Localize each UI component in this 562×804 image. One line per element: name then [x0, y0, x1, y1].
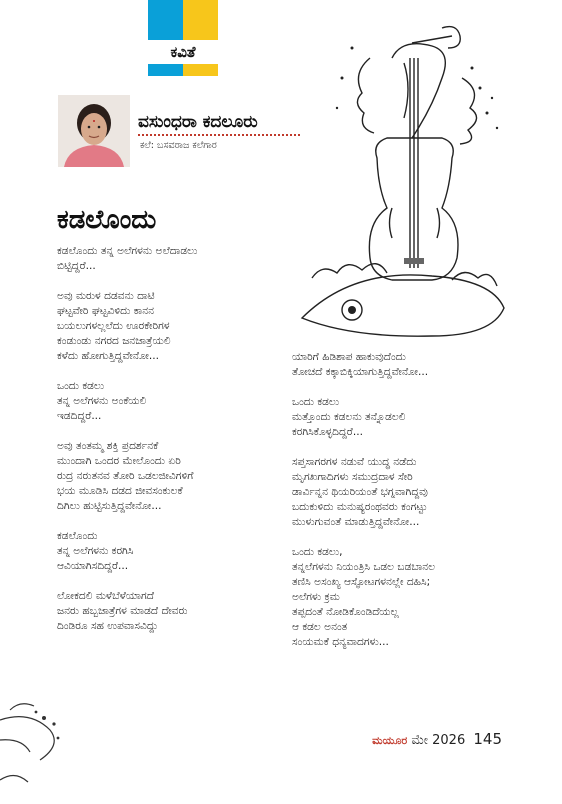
poem-line: ತನ್ನ ಅಲೆಗಳನು ಕರಗಿಸಿ [57, 545, 134, 557]
poem-line: ಬಯಲುಗಳಲ್ಲಲೆದು ಊರಕೇರಿಗಳ [57, 320, 170, 332]
stanza [57, 589, 287, 634]
poem-title: ಕಡಲೊಂದು [57, 205, 157, 235]
poem-line: ಬದುಕುಳಿದು ಮನುಷ್ಯರಂಥವರು ಕಂಗಟ್ಟು [292, 501, 428, 513]
section-label: ಕವಿತೆ [148, 40, 218, 64]
poem-line: ದಿಂಡಿರೂ ಸಹ ಉಪವಾಸವಿದ್ದು [57, 620, 159, 632]
poem-line: ಯಾರಿಗೆ ಹಿಡಿಶಾಪ ಹಾಕುವುದೆಂದು [292, 351, 406, 363]
poem-line: ಮತ್ತೊಂದು ಕಡಲನು ತನ್ನೊಡಲಲಿ [292, 411, 406, 423]
poem-line: ಕಳೆದು ಹೋಗುತ್ತಿದ್ದವೇನೋ... [57, 350, 160, 362]
poem-line: ತನ್ನ ಅಲೆಗಳನು ಅಂಕೆಯಲಿ [57, 395, 147, 407]
poem-line: ಘಟ್ಟವೇರಿ ಘಟ್ಟವಿಳಿದು ಕಾನನ [57, 305, 154, 317]
poem-line: ತಪ್ಪದಂತೆ ನೋಡಿಕೊಂಡಿದೆಯಲ್ಲ [292, 606, 399, 618]
poem-right-column [292, 350, 532, 665]
author-underline [138, 134, 300, 136]
section-tab [148, 0, 218, 78]
stanza [57, 379, 287, 424]
stanza [292, 545, 532, 650]
poem-line: ತೋಚದೆ ಕಕ್ಕಾಬಿಕ್ಕಿಯಾಗುತ್ತಿದ್ದವೇನೋ... [292, 366, 429, 378]
poem-line: ದಿಗಿಲು ಹುಟ್ಟಿಸುತ್ತಿದ್ದವೇನೋ... [57, 500, 162, 512]
poem-left-column [57, 244, 287, 649]
poem-line: ಸಪ್ತಸಾಗರಗಳ ನಡುವೆ ಯುದ್ಧ ನಡೆದು [292, 456, 417, 468]
stanza [57, 529, 287, 574]
poem-line: ಕಂಡುಂಡು ನಗರದ ಜನಜಾತ್ರೆಯಲಿ [57, 335, 171, 347]
author-photo [58, 95, 130, 167]
poem-line: ಅವು ತಂತಮ್ಮ ಶಕ್ತಿ ಪ್ರದರ್ಶನಕೆ [57, 440, 159, 452]
poem-line: ತಣಿಸಿ ಅಸಂಖ್ಯ ಆಸ್ಫೋಟಗಳನಲ್ಲೇ ದಹಿಸಿ; [292, 576, 431, 588]
poem-line: ಒಂದು ಕಡಲು [292, 396, 340, 408]
issue-date: ಮೇ 2026 [411, 733, 466, 748]
poem-line: ರುದ್ರ ನರುತನವ ತೋರಿ ಒಡಲಜೀವಿಗಳಿಗೆ [57, 470, 194, 482]
poem-line: ಮುಳುಗುವಂತೆ ಮಾಡುತ್ತಿದ್ದವೇನೋ... [292, 516, 420, 528]
poem-line: ಲೋಕದಲಿ ಮಳೆಬೆಳೆಯಾಗದೆ [57, 590, 154, 602]
violin-illustration [292, 18, 514, 340]
poem-line: ಸಂಯಮಕೆ ಧನ್ಯವಾದಗಳು... [292, 636, 389, 648]
poem-line: ಜನರು ಹಬ್ಬಜಾತ್ರೆಗಳ ಮಾಡದೆ ದೇವರು [57, 605, 188, 617]
poem-line: ತನ್ನಲೆಗಳನು ನಿಯಂತ್ರಿಸಿ ಒಡಲ ಬಡಬಾನಲ [292, 561, 436, 573]
poem-line: ಆ ಕಡಲ ಅನಂತ [292, 621, 348, 633]
poem-line: ಮೃಗಖಗಾದಿಗಳು ಸಮುದ್ರದಾಳ ಸೇರಿ [292, 471, 413, 483]
poem-line: ಕರಗಿಸಿಕೊಳ್ಳದಿದ್ದರೆ... [292, 426, 363, 438]
poem-line: ಕಡಲೊಂದು ತನ್ನ ಅಲೆಗಳನು ಅಲೆದಾಡಲು [57, 245, 198, 257]
poem-line: ಒಂದು ಕಡಲು [57, 380, 105, 392]
page-footer [372, 730, 502, 748]
decorative-corner [0, 690, 70, 800]
poem-line: ಡಾರ್ವಿನ್ನನ ಥಿಯರಿಯಂತೆ ಭಗ್ನವಾಗಿದ್ದವು [292, 486, 428, 498]
poem-line: ಬಿಟ್ಟಿದ್ದರೆ... [57, 260, 96, 272]
stanza [292, 455, 532, 530]
magazine-logo: ಮಯೂರ [372, 734, 408, 747]
stanza [292, 395, 532, 440]
poem-line: ಇಡದಿದ್ದರೆ... [57, 410, 102, 422]
poem-line: ಕಡಲೊಂದು [57, 530, 98, 542]
artist-credit: ಕಲೆ: ಬಸವರಾಜ ಕಲೆಗಾರ [140, 140, 217, 151]
page-number: 145 [473, 730, 502, 748]
stanza [57, 244, 287, 274]
poem-line: ಮುಂದಾಗಿ ಒಂದರ ಮೇಲೊಂದು ಏರಿ [57, 455, 181, 467]
poem-line: ಭಯ ಮೂಡಿಸಿ ದಡದ ಜೀವಸಂಕುಲಕೆ [57, 485, 183, 497]
author-name: ವಸುಂಧರಾ ಕದಲೂರು [138, 112, 258, 132]
poem-line: ಒಂದು ಕಡಲು, [292, 546, 343, 558]
poem-line: ಆವಿಯಾಗಿಸದಿದ್ದರೆ... [57, 560, 129, 572]
stanza [57, 289, 287, 364]
poem-line: ಅವು ಮರುಳ ದಡವನು ದಾಟಿ [57, 290, 155, 302]
poem-line: ಅಲೆಗಳು ಕ್ರಮ [292, 591, 340, 603]
stanza [292, 350, 532, 380]
stanza [57, 439, 287, 514]
